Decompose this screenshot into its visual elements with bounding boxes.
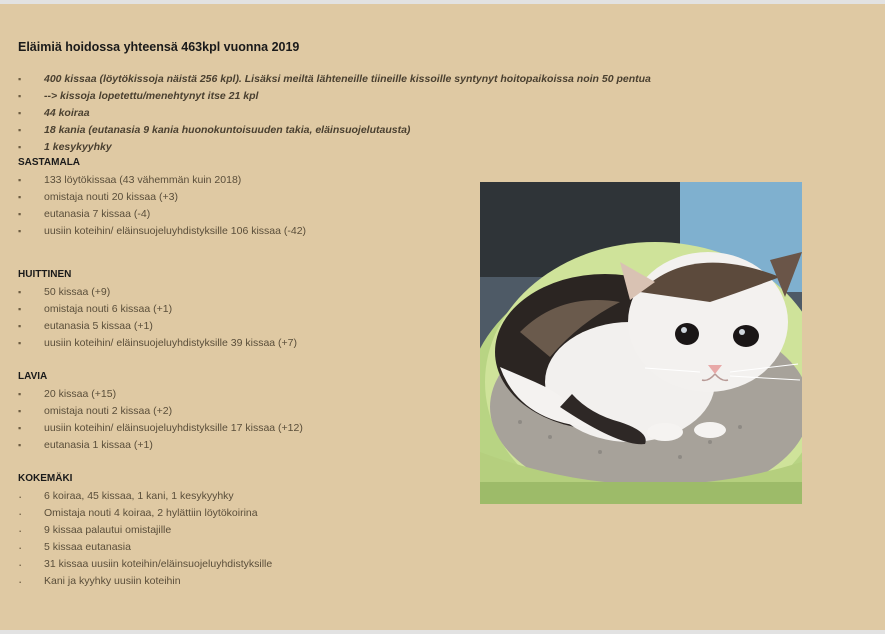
summary-list [18, 71, 651, 156]
summary-item: ▪ 18 kania (eutanasia 9 kania huonokuntoisuuden takia, eläinsuojelutausta) [18, 122, 651, 139]
list-item: · 6 koiraa, 45 kissaa, 1 kani, 1 kesykyyhky [18, 488, 272, 505]
summary-item: ▪ --> kissoja lopetettu/menehtynyt itse 21 kpl [18, 88, 651, 105]
list-item: · 9 kissaa palautui omistajille [18, 522, 272, 539]
list-item: · Omistaja nouti 4 koiraa, 2 hylättiin löytökoirina [18, 505, 272, 522]
kitten-illustration [480, 182, 802, 504]
section-heading-sastamala: SASTAMALA [18, 157, 81, 168]
section-list-kokemaki [18, 488, 272, 590]
list-item: ▪ eutanasia 7 kissaa (-4) [18, 206, 306, 223]
list-item: ▪ uusiin koteihin/ eläinsuojeluyhdistyksille 39 kissaa (+7) [18, 335, 297, 352]
list-item: ▪ 50 kissaa (+9) [18, 284, 297, 301]
list-item: ▪ 133 löytökissaa (43 vähemmän kuin 2018) [18, 172, 306, 189]
kitten-photo [480, 182, 802, 504]
list-item: ▪ omistaja nouti 20 kissaa (+3) [18, 189, 306, 206]
section-list-sastamala [18, 172, 306, 240]
page-title: Eläimiä hoidossa yhteensä 463kpl vuonna 2019 [18, 40, 300, 54]
list-item: ▪ uusiin koteihin/ eläinsuojeluyhdistyksille 17 kissaa (+12) [18, 420, 303, 437]
section-list-lavia [18, 386, 303, 454]
summary-item: ▪ 1 kesykyyhky [18, 139, 651, 156]
section-heading-kokemaki: KOKEMÄKI [18, 473, 73, 484]
summary-item: ▪ 44 koiraa [18, 105, 651, 122]
section-heading-lavia: LAVIA [18, 371, 48, 382]
section-heading-huittinen: HUITTINEN [18, 269, 72, 280]
list-item: ▪ omistaja nouti 2 kissaa (+2) [18, 403, 303, 420]
list-item: · 5 kissaa eutanasia [18, 539, 272, 556]
list-item: ▪ omistaja nouti 6 kissaa (+1) [18, 301, 297, 318]
list-item: · 31 kissaa uusiin koteihin/eläinsuojeluyhdistyksille [18, 556, 272, 573]
list-item: ▪ eutanasia 1 kissaa (+1) [18, 437, 303, 454]
list-item: ▪ eutanasia 5 kissaa (+1) [18, 318, 297, 335]
list-item: ▪ 20 kissaa (+15) [18, 386, 303, 403]
document-page [0, 4, 885, 630]
section-list-huittinen [18, 284, 297, 352]
summary-item: ▪ 400 kissaa (löytökissoja näistä 256 kpl). Lisäksi meiltä lähteneille tiineille kissoille syntynyt hoitopaikoissa noin 50 pentua [18, 71, 651, 88]
list-item: · Kani ja kyyhky uusiin koteihin [18, 573, 272, 590]
list-item: ▪ uusiin koteihin/ eläinsuojeluyhdistyksille 106 kissaa (-42) [18, 223, 306, 240]
